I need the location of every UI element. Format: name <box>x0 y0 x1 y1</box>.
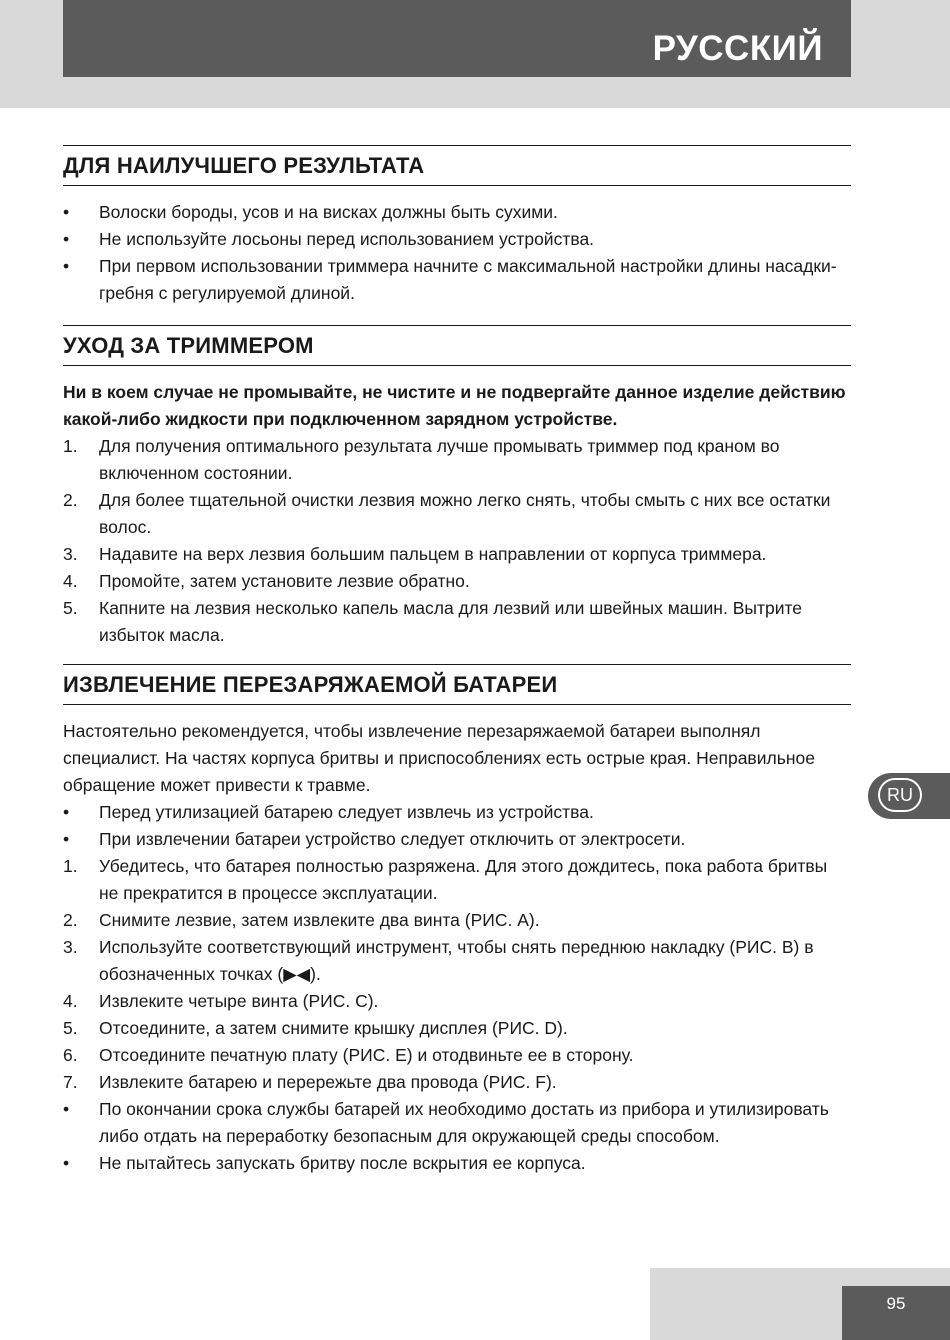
list-item <box>63 1015 851 1042</box>
list-item <box>63 934 851 988</box>
list-item <box>63 541 851 568</box>
list-item <box>63 826 851 853</box>
section-heading: ДЛЯ НАИЛУЧШЕГО РЕЗУЛЬТАТА <box>63 145 851 186</box>
best-results-list <box>63 199 851 307</box>
list-item <box>63 799 851 826</box>
list-item-text: Извлеките четыре винта (РИС. C). <box>99 991 379 1011</box>
list-item <box>63 487 851 541</box>
list-item-text: Отсоедините, а затем снимите крышку дисплея (РИС. D). <box>99 1018 568 1038</box>
list-marker: • <box>63 829 70 849</box>
list-marker: 2. <box>63 910 78 930</box>
list-item <box>63 907 851 934</box>
list-item <box>63 199 851 226</box>
list-item <box>63 595 851 649</box>
list-marker: 1. <box>63 856 78 876</box>
list-item <box>63 988 851 1015</box>
list-marker: 5. <box>63 1018 78 1038</box>
list-item <box>63 568 851 595</box>
section-best-results <box>63 145 851 307</box>
list-marker: 3. <box>63 937 78 957</box>
care-steps-list <box>63 433 851 649</box>
list-marker: 1. <box>63 436 78 456</box>
list-item-text: При первом использовании триммера начните с максимальной настройки длины насадки-гребня с регулируемой длиной. <box>99 256 837 303</box>
list-item <box>63 253 851 307</box>
list-item-text: Для получения оптимального результата лучше промывать триммер под краном во включенном состоянии. <box>99 436 780 483</box>
list-marker: 5. <box>63 598 78 618</box>
list-item <box>63 1150 851 1177</box>
battery-steps-list <box>63 799 851 1177</box>
list-item-text: Капните на лезвия несколько капель масла для лезвий или швейных машин. Вытрите избыток масла. <box>99 598 803 645</box>
section-heading: УХОД ЗА ТРИММЕРОМ <box>63 325 851 366</box>
warning-text: Ни в коем случае не промывайте, не чистите и не подвергайте данное изделие действию какой-либо жидкости при подключенном зарядном устройстве. <box>63 382 846 429</box>
list-item <box>63 433 851 487</box>
list-item-text: Снимите лезвие, затем извлеките два винта (РИС. A). <box>99 910 540 930</box>
list-item <box>63 853 851 907</box>
list-item <box>63 1069 851 1096</box>
list-marker: • <box>63 1099 70 1119</box>
page-number: 95 <box>842 1286 950 1340</box>
list-item-text: Промойте, затем установите лезвие обратно. <box>99 571 470 591</box>
list-item-text: Не пытайтесь запускать бритву после вскрытия ее корпуса. <box>99 1153 586 1173</box>
list-item-text: Надавите на верх лезвия большим пальцем в направлении от корпуса триммера. <box>99 544 767 564</box>
list-item <box>63 1096 851 1150</box>
list-marker: • <box>63 229 70 249</box>
list-item-text: Отсоедините печатную плату (РИС. E) и отодвиньте ее в сторону. <box>99 1045 634 1065</box>
list-marker: 4. <box>63 991 78 1011</box>
list-item-text: При извлечении батареи устройство следует отключить от электросети. <box>99 829 686 849</box>
list-marker: 7. <box>63 1072 78 1092</box>
list-item-text: Не используйте лосьоны перед использованием устройства. <box>99 229 595 249</box>
list-marker: • <box>63 1153 70 1173</box>
language-title: РУССКИЙ <box>652 29 823 68</box>
language-side-tab <box>868 773 950 819</box>
intro-text: Настоятельно рекомендуется, чтобы извлечение перезаряжаемой батареи выполнял специалист. На частях корпуса бритвы и приспособлениях есть острые края. Неправильное обращение может привести к травме. <box>63 721 815 795</box>
list-item-text: Волоски бороды, усов и на висках должны быть сухими. <box>99 202 558 222</box>
list-item-text: По окончании срока службы батарей их необходимо достать из прибора и утилизировать либо отдать на переработку безопасным для окружающей среды способом. <box>99 1099 829 1146</box>
list-marker: • <box>63 802 70 822</box>
list-item-text: Для более тщательной очистки лезвия можно легко снять, чтобы смыть с них все остатки волос. <box>99 490 831 537</box>
list-marker: 6. <box>63 1045 78 1065</box>
list-item-text: Извлеките батарею и перережьте два провода (РИС. F). <box>99 1072 557 1092</box>
list-marker: • <box>63 202 70 222</box>
list-item-text: Перед утилизацией батарею следует извлечь из устройства. <box>99 802 594 822</box>
list-item-text: Используйте соответствующий инструмент, чтобы снять переднюю накладку (РИС. B) в обозначенных точках (▶◀). <box>99 937 814 984</box>
list-marker: 2. <box>63 490 78 510</box>
list-marker: 4. <box>63 571 78 591</box>
section-trimmer-care <box>63 325 851 649</box>
list-item-text: Убедитесь, что батарея полностью разряжена. Для этого дождитесь, пока работа бритвы не прекратится в процессе эксплуатации. <box>99 856 828 903</box>
list-item <box>63 226 851 253</box>
section-heading: ИЗВЛЕЧЕНИЕ ПЕРЕЗАРЯЖАЕМОЙ БАТАРЕИ <box>63 664 851 705</box>
list-marker: • <box>63 256 70 276</box>
page-content <box>63 145 851 1177</box>
language-title-bar <box>63 0 851 77</box>
language-code-badge: RU <box>878 778 922 812</box>
list-marker: 3. <box>63 544 78 564</box>
section-battery-removal <box>63 664 851 1177</box>
list-item <box>63 1042 851 1069</box>
